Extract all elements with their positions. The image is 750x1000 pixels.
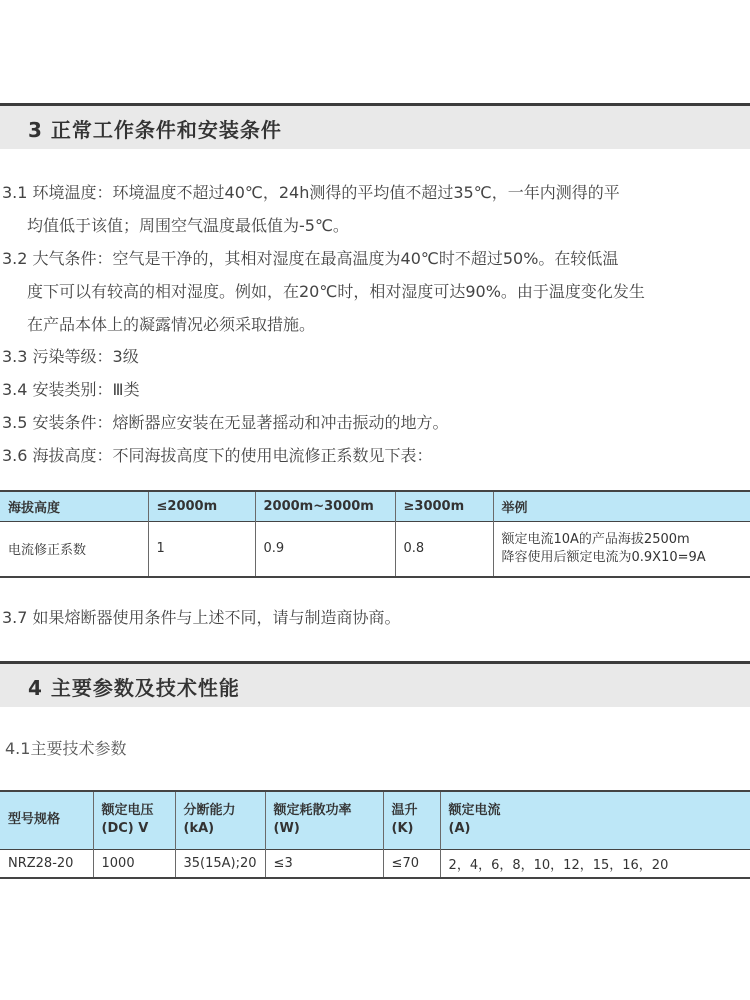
item-3-2-line2: 度下可以有较高的相对湿度。例如，在20℃时，相对湿度可达90%。由于温度变化发生 [27, 282, 645, 301]
item-3-7-text: 3.7 如果熔断器使用条件与上述不同，请与制造商协商。 [2, 608, 401, 627]
header-temp-rise [383, 791, 440, 849]
header-power-line2: (W) [273, 821, 300, 837]
header-voltage-line1: 额定电压 [101, 803, 154, 819]
cell-power: ≤3 [265, 849, 383, 878]
item-3-3 [2, 340, 750, 373]
header-current-line2: (A) [448, 821, 471, 837]
section-4-title: 4 主要参数及技术性能 [28, 676, 240, 700]
item-3-4 [2, 373, 750, 406]
technical-params-table [0, 790, 750, 879]
item-3-7 [2, 601, 750, 634]
item-3-6-text: 3.6 海拔高度：不同海拔高度下的使用电流修正系数见下表： [2, 446, 433, 465]
header-breaking [175, 791, 265, 849]
subsection-4-1-title: 4.1主要技术参数 [5, 739, 127, 758]
header-power-line1: 额定耗散功率 [273, 803, 352, 819]
header-breaking-line2: (kA) [183, 821, 215, 837]
header-voltage-line2: (DC) V [101, 821, 149, 837]
altitude-correction-table [0, 490, 750, 578]
cell-label: 电流修正系数 [8, 543, 87, 559]
table-row [0, 849, 750, 878]
table-header-row [0, 491, 750, 521]
header-example: 举例 [493, 491, 750, 521]
cell-model: NRZ28-20 [8, 855, 74, 871]
item-3-1 [2, 176, 750, 242]
cell-2000-3000: 0.9 [255, 521, 395, 577]
item-3-4-text: 3.4 安装类别：Ⅲ类 [2, 380, 140, 399]
section-4-header [0, 661, 750, 707]
cell-ge3000: 0.8 [395, 521, 493, 577]
table-row [0, 521, 750, 577]
item-3-2-line1: 3.2 大气条件：空气是干净的，其相对湿度在最高温度为40℃时不超过50%。在较低温 [2, 249, 619, 268]
header-breaking-line1: 分断能力 [183, 803, 236, 819]
example-line2: 降容使用后额定电流为0.9X10=9A [501, 549, 706, 565]
cell-voltage: 1000 [93, 849, 175, 878]
header-current [440, 791, 750, 849]
item-3-6 [2, 439, 750, 472]
item-3-1-line1: 3.1 环境温度：环境温度不超过40℃，24h测得的平均值不超过35℃，一年内测得的平 [2, 183, 620, 202]
item-3-1-line2: 均值低于该值；周围空气温度最低值为-5℃。 [27, 216, 349, 235]
item-3-3-text: 3.3 污染等级：3级 [2, 347, 139, 366]
header-model [0, 791, 93, 849]
section-3-title: 3 正常工作条件和安装条件 [28, 118, 282, 142]
section-3-header [0, 103, 750, 149]
header-ge3000: ≥3000m [395, 491, 493, 521]
cell-breaking: 35(15A);20 [175, 849, 265, 878]
header-temp-rise-line1: 温升 [391, 803, 418, 819]
cell-current: 2，4，6，8，10，12，15，16，20 [440, 849, 750, 878]
cell-example [493, 521, 750, 577]
item-3-2-line3: 在产品本体上的凝露情况必须采取措施。 [27, 315, 316, 334]
header-le2000: ≤2000m [148, 491, 255, 521]
header-voltage [93, 791, 175, 849]
item-3-2 [2, 242, 750, 341]
cell-le2000: 1 [148, 521, 255, 577]
header-current-line1: 额定电流 [448, 803, 501, 819]
header-altitude: 海拔高度 [0, 491, 148, 521]
header-power [265, 791, 383, 849]
table-header-row [0, 791, 750, 849]
cell-temp-rise: ≤70 [383, 849, 440, 878]
item-3-5-text: 3.5 安装条件：熔断器应安装在无显著摇动和冲击振动的地方。 [2, 413, 449, 432]
subsection-4-1 [5, 732, 750, 765]
header-2000-3000: 2000m~3000m [255, 491, 395, 521]
item-3-5 [2, 406, 750, 439]
header-temp-rise-line2: (K) [391, 821, 414, 837]
example-line1: 额定电流10A的产品海拔2500m [501, 531, 690, 547]
header-model-line1: 型号规格 [8, 812, 61, 828]
